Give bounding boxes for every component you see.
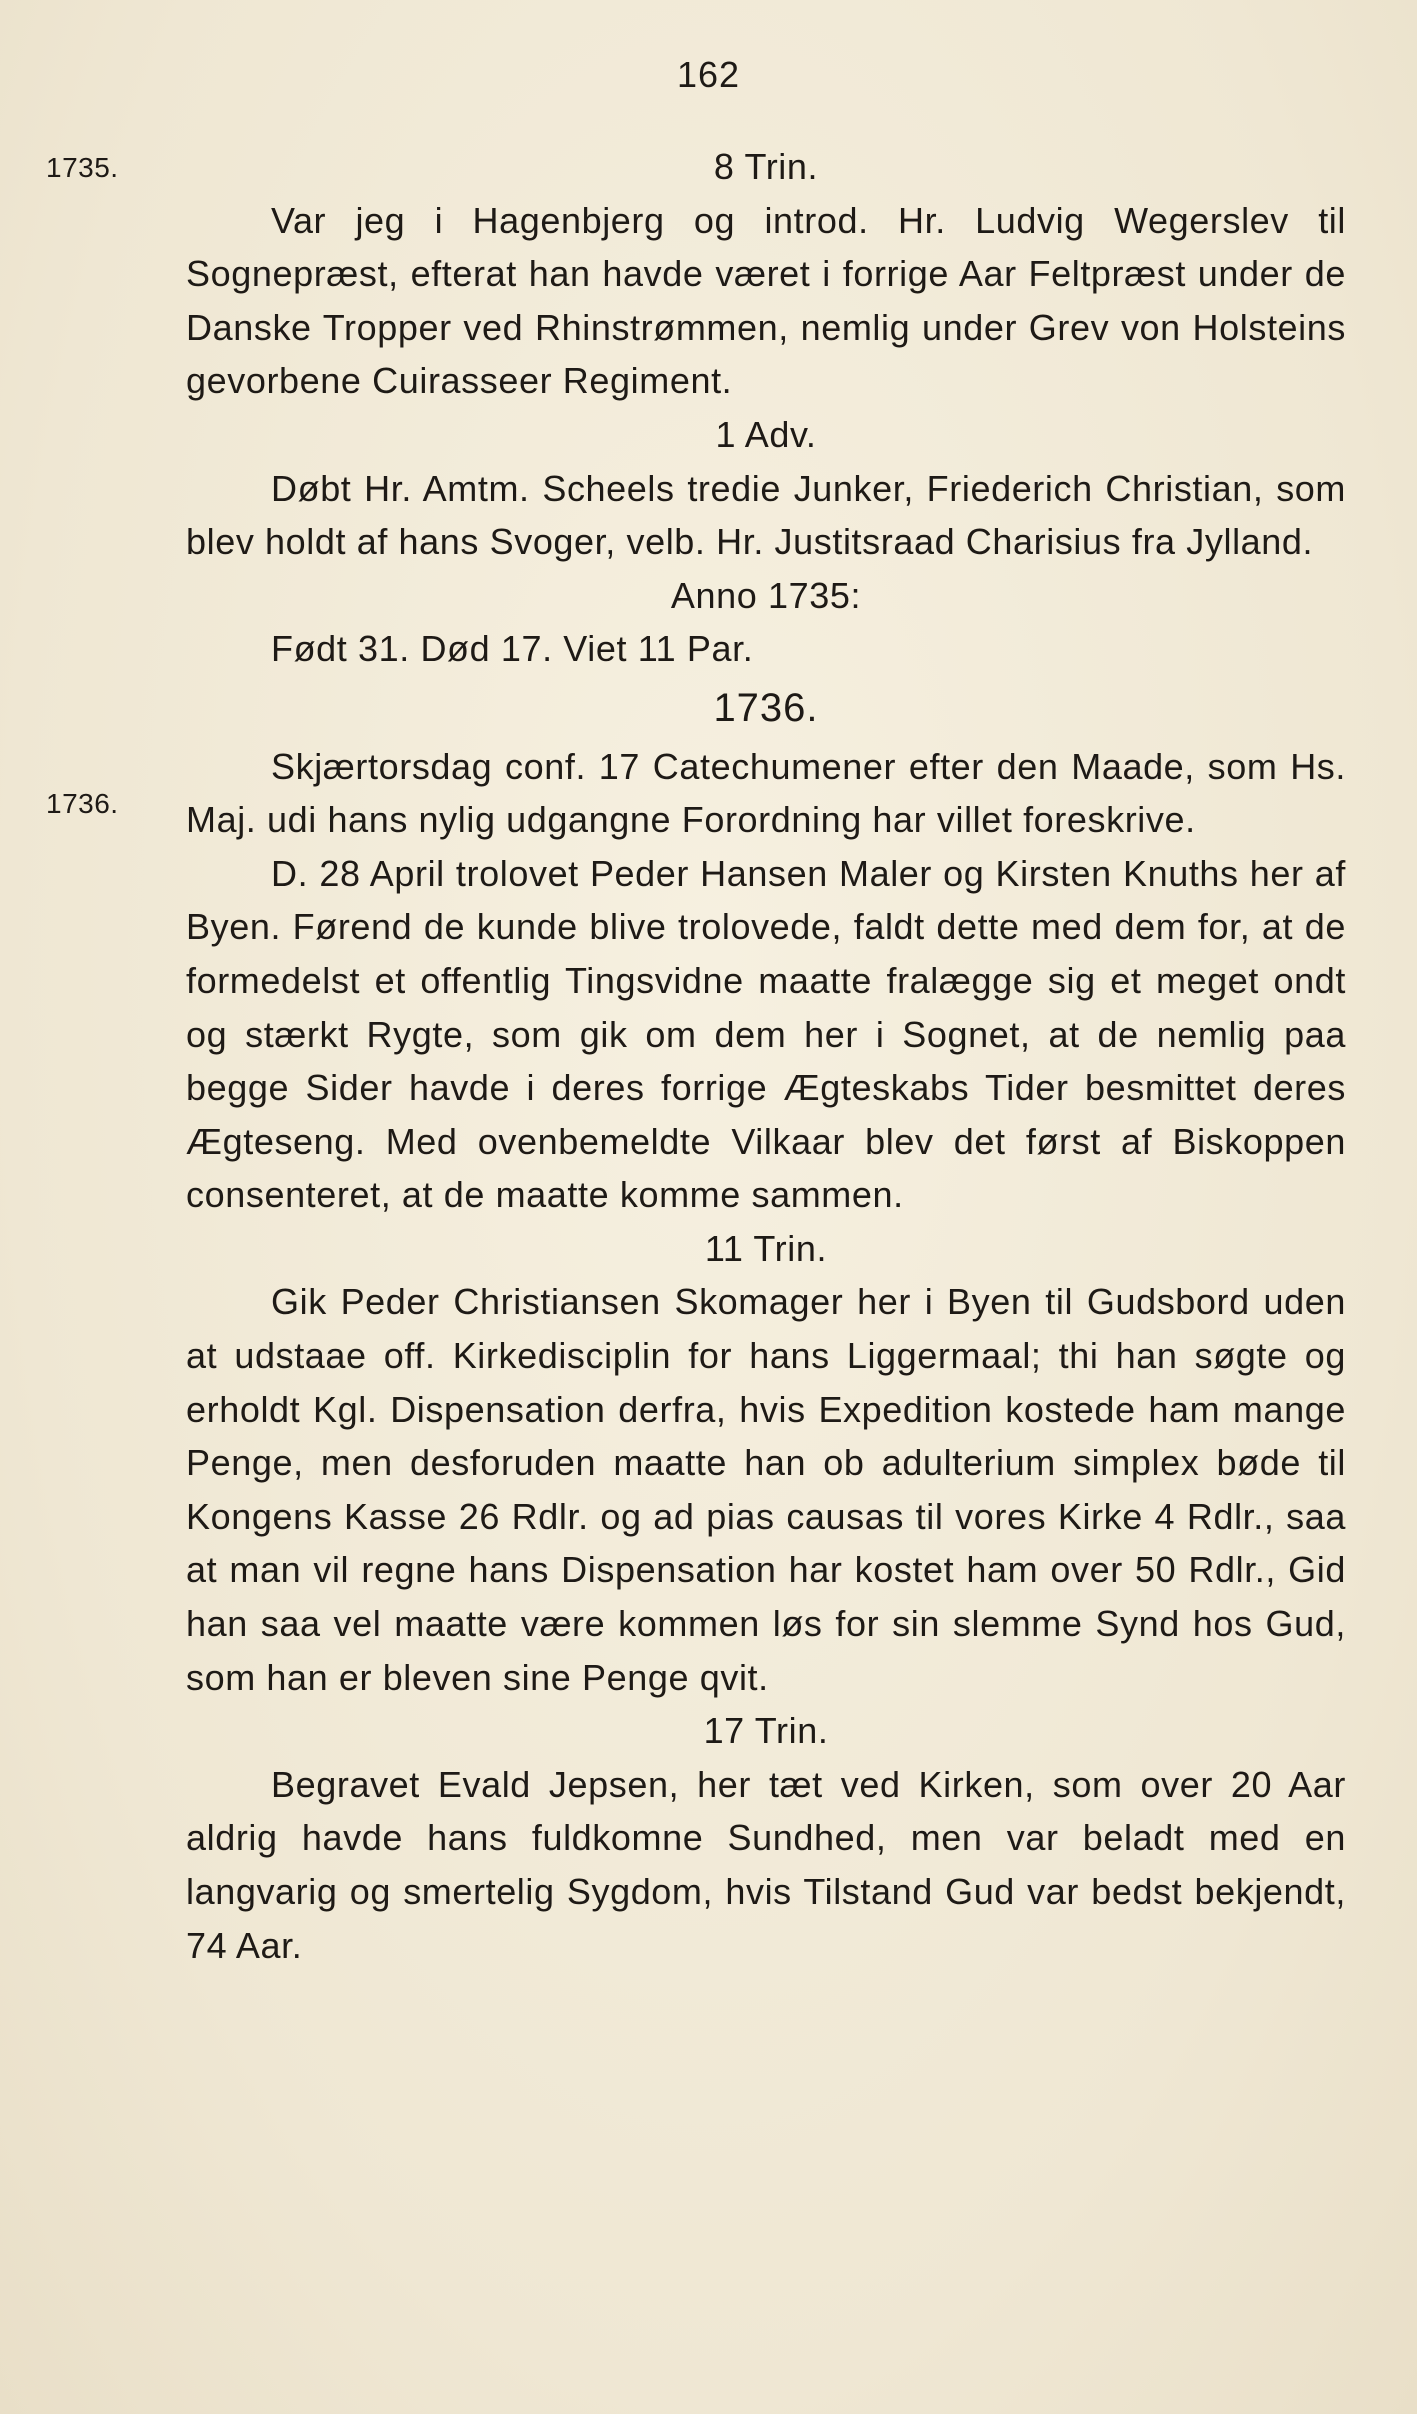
section-heading-17-trin: 17 Trin. xyxy=(703,1710,829,1752)
margin-year-1735: 1735. xyxy=(46,152,119,183)
body-text xyxy=(186,140,1346,1972)
paragraph-baptism: Døbt Hr. Amtm. Scheels tredie Junker, Friederich Christian, som blev holdt af hans Svoger, velb. Hr. Justitsraad Charisius fra Jylland. xyxy=(186,467,1346,563)
section-heading-1-adv: 1 Adv. xyxy=(715,413,817,455)
page-number: 162 xyxy=(676,54,741,95)
paragraph-dispensation: Gik Peder Christiansen Skomager her i Byen til Gudsbord uden at udstaae off. Kirkedisciplin for hans Liggermaal; thi han søgte og erholdt Kgl. Dispensation derfra, hvis Expedition kostede ham mange Penge, men desforuden maatte han ob adulterium simplex bøde til Kongens Kasse 26 Rdlr. og ad pias causas til vores Kirke 4 Rdlr., saa at man vil regne hans Dispensation har kostet ham over 50 Rdlr., Gid han saa vel maatte være kommen løs for sin slemme Synd hos Gud, som han er bleven sine Penge qvit. xyxy=(186,1281,1346,1698)
paragraph-burial: Begravet Evald Jepsen, her tæt ved Kirken, som over 20 Aar aldrig havde hans fuldkomne Sundhed, men var beladt med en langvarig og smertelig Sygdom, hvis Tilstand Gud var bedst bekjendt, 74 Aar. xyxy=(186,1763,1346,1966)
paragraph-statistics-1735: Født 31. Død 17. Viet 11 Par. xyxy=(271,628,754,670)
paragraph-confirmation: Skjærtorsdag conf. 17 Catechumener efter den Maade, som Hs. Maj. udi hans nylig udgangne Forordning har villet foreskrive. xyxy=(186,745,1346,841)
margin-year-1736: 1736. xyxy=(46,788,119,819)
paragraph-betrothal: D. 28 April trolovet Peder Hansen Maler og Kirsten Knuths her af Byen. Førend de kunde blive trolovede, faldt dette med dem for, at de formedelst et offentlig Tingsvidne maatte fralægge sig et meget ondt og stærkt Rygte, som gik om dem her i Sognet, at de nemlig paa begge Sider havde i deres forrige Ægteskabs Tider besmittet deres Ægteseng. Med ovenbemeldte Vilkaar blev det først af Biskoppen consenteret, at de maatte komme sammen. xyxy=(186,852,1346,1216)
section-heading-8-trin: 8 Trin. xyxy=(713,146,819,187)
section-heading-11-trin: 11 Trin. xyxy=(704,1227,828,1269)
paragraph-hagenbjerg: Var jeg i Hagenbjerg og introd. Hr. Ludvig Wegerslev til Sognepræst, efterat han havde været i forrige Aar Feltpræst under de Danske Tropper ved Rhinstrømmen, nemlig under Grev von Holsteins gevorbene Cuirasseer Regiment. xyxy=(186,199,1346,402)
year-heading-1736: 1736. xyxy=(713,685,819,730)
section-heading-anno-1735: Anno 1735: xyxy=(670,574,862,616)
